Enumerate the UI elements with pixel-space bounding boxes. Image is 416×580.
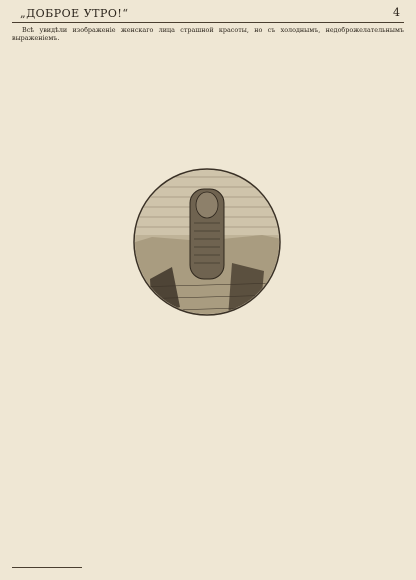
illustrated-section — [12, 153, 404, 409]
mummy-coffin-illustration — [132, 167, 282, 317]
footnote-divider — [12, 567, 82, 568]
right-column — [294, 153, 404, 409]
article-paragraph: Всѣ увидѣли изображеніе женскаго лица страшной красоты, но съ холоднымъ, недоброжелательнымъ выраженіемъ. — [12, 27, 404, 42]
page-number: 4 — [393, 6, 400, 19]
magazine-title: „ДОБРОЕ УТРО!“ — [20, 7, 129, 20]
article-bottom-text — [12, 411, 404, 563]
page-header — [12, 6, 404, 23]
left-column — [12, 153, 120, 409]
article-top-text — [12, 27, 404, 151]
